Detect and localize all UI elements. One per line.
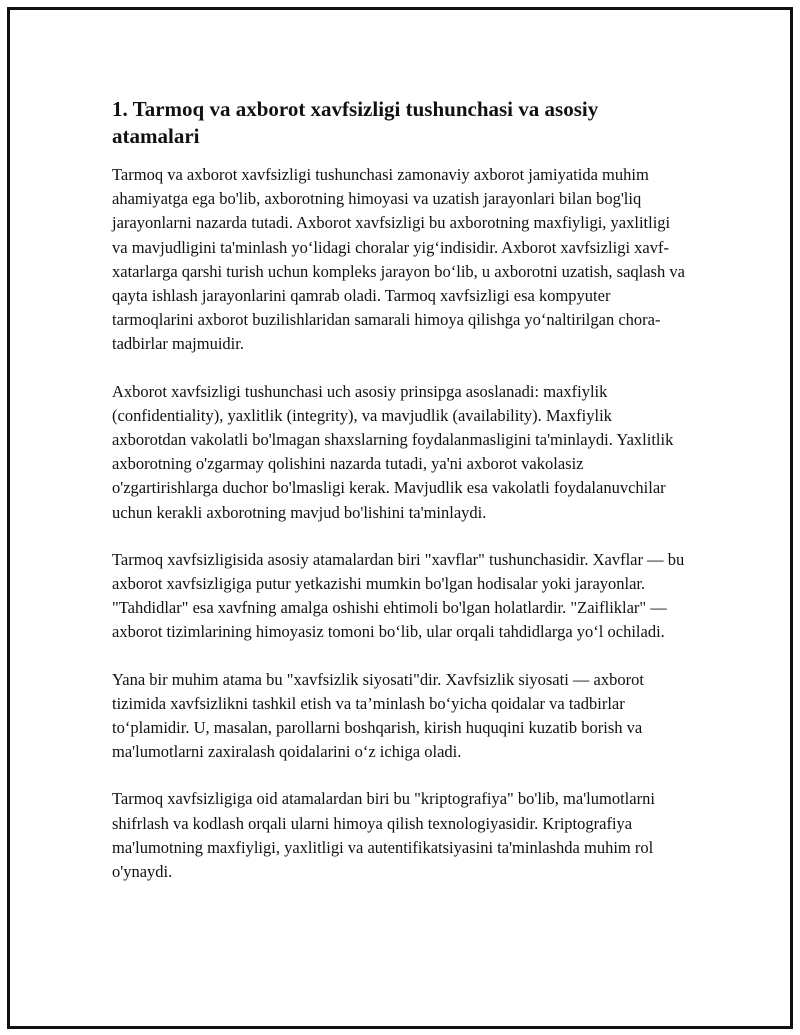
paragraph-cryptography: Tarmoq xavfsizligiga oid atamalardan biri bu "kriptografiya" bo'lib, ma'lumotlarni shifrlash va kodlash orqali ularni himoya qilish texnologiyasidir. Kriptografiya ma'lumotning maxfiyligi, yaxlitligi va autentifikatsiyasini ta'minlashda muhim rol o'ynaydi.	[112, 789, 655, 882]
document-body	[112, 96, 687, 907]
paragraph-intro: Tarmoq va axborot xavfsizligi tushunchasi zamonaviy axborot jamiyatida muhim ahamiyatga ega bo'lib, axborotning himoyasi va uzatish jarayonlari bilan bog'liq jarayonlarni nazarda tutadi. Axborot xavfsizligi bu axborotning maxfiyligi, yaxlitligi va mavjudligini ta'minlash yo‘lidagi choralar yig‘indisidir. Axborot xavfsizligi xavf-xatarlarga qarshi turish uchun kompleks jarayon bo‘lib, u axborotni uzatish, saqlash va qayta ishlash jarayonlarini qamrab oladi. Tarmoq xavfsizligi esa kompyuter tarmoqlarini axborot buzilishlaridan samarali himoya qilishga yo‘naltirilgan chora-tadbirlar majmuidir.	[112, 165, 685, 354]
paragraph-policy: Yana bir muhim atama bu "xavfsizlik siyosati"dir. Xavfsizlik siyosati — axborot tizimida xavfsizlikni tashkil etish va ta’minlash bo‘yicha qoidalar va tadbirlar to‘plamidir. U, masalan, parollarni boshqarish, kirish huquqini kuzatib borish va ma'lumotlarni zaxiralash qoidalarini o‘z ichiga oladi.	[112, 669, 644, 762]
paragraph-principles: Axborot xavfsizligi tushunchasi uch asosiy prinsipga asoslanadi: maxfiylik (confidentiality), yaxlitlik (integrity), va mavjudlik (availability). Maxfiylik axborotdan vakolatli bo'lmagan shaxslarning foydalanmasligini ta'minlaydi. Yaxlitlik axborotning o'zgarmay qolishini nazarda tutadi, ya'ni axborot vakolasiz o'zgartirishlarga duchor bo'lmasligi kerak. Mavjudlik esa vakolatli foydalanuvchilar uchun kerakli axborotning mavjud bo'lishini ta'minlaydi.	[112, 381, 674, 522]
section-heading: 1. Tarmoq va axborot xavfsizligi tushunchasi va asosiy atamalari	[112, 97, 599, 148]
paragraph-threats: Tarmoq xavfsizligisida asosiy atamalardan biri "xavflar" tushunchasidir. Xavflar — bu axborot xavfsizligiga putur yetkazishi mumkin bo'lgan hodisalar yoki jarayonlar. "Tahdidlar" esa xavfning amalga oshishi ehtimoli bo'lgan holatlardir. "Zaifliklar" — axborot tizimlarining himoyasiz tomoni bo‘lib, ular orqali tahdidlarga yo‘l ochiladi.	[112, 549, 685, 642]
